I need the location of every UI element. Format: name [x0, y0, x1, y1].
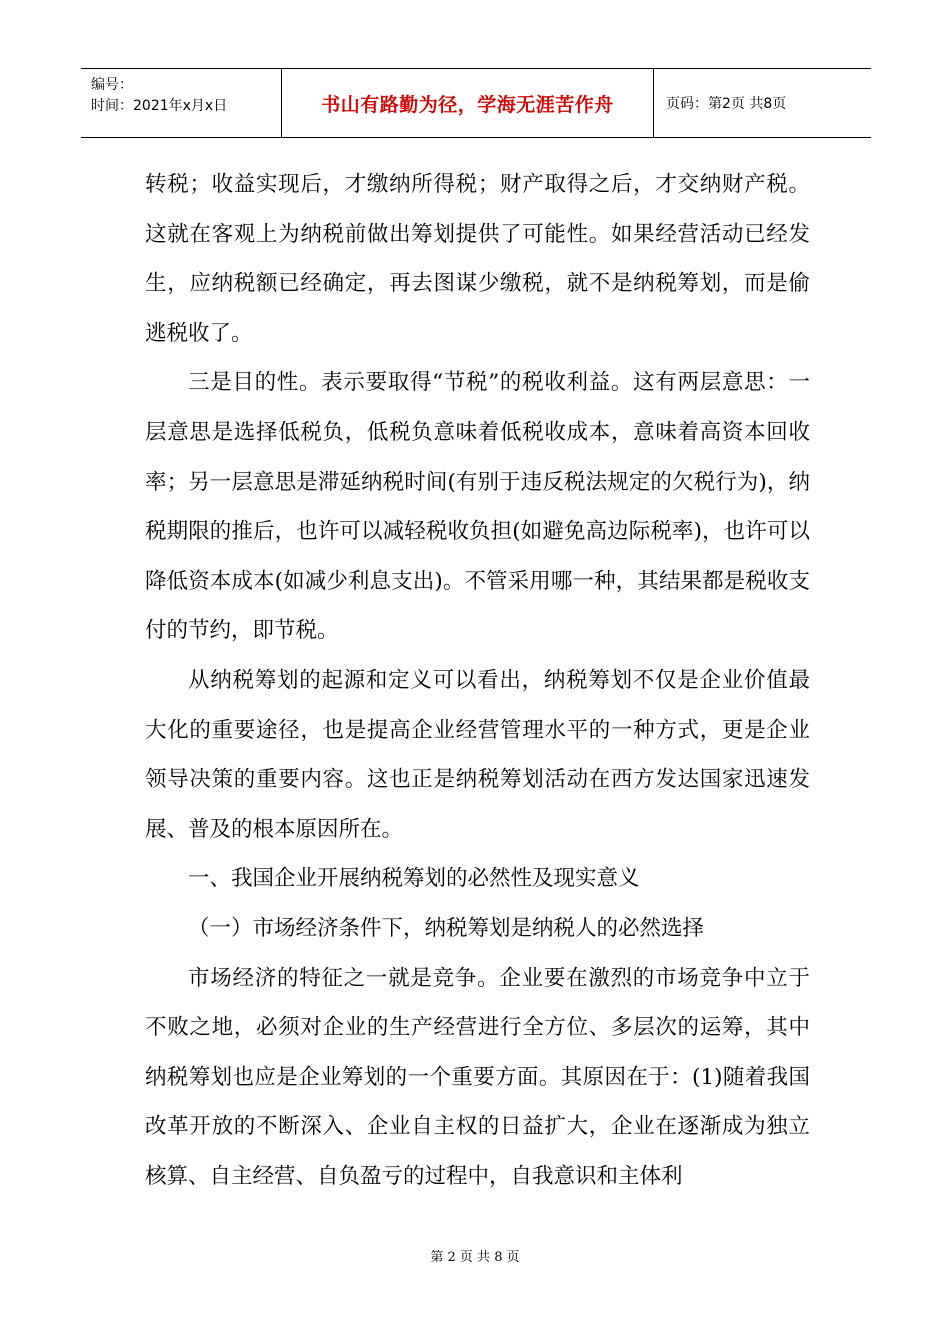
page-header	[81, 68, 871, 138]
document-time-label: 时间：2021年x月x日	[91, 98, 228, 114]
paragraph: 从纳税筹划的起源和定义可以看出，纳税筹划不仅是企业价值最大化的重要途径，也是提高企业经营管理水平的一种方式，更是企业领导决策的重要内容。这也正是纳税筹划活动在西方发达国家迅速发展、普及的根本原因所在。	[145, 667, 810, 842]
section-heading: 一、我国企业开展纳税筹划的必然性及现实意义	[188, 866, 640, 892]
document-body	[145, 160, 810, 1201]
header-meta	[81, 69, 282, 137]
paragraph: 三是目的性。表示要取得“节税”的税收利益。这有两层意思：一层意思是选择低税负，低税负意味着低税收成本，意味着高资本回收率；另一层意思是滞延纳税时间(有别于违反税法规定的欠税行为)，纳税期限的推后，也许可以减轻税收负担(如避免高边际税率)，也许可以降低资本成本(如减少利息支出)。不管采用哪一种，其结果都是税收支付的节约，即节税。	[145, 370, 810, 644]
document-number-label: 编号：	[91, 77, 133, 93]
page-footer: 第 2 页 共 8 页	[430, 1250, 520, 1265]
paragraph: 市场经济的特征之一就是竞争。企业要在激烈的市场竞争中立于不败之地，必须对企业的生产经营进行全方位、多层次的运筹，其中纳税筹划也应是企业筹划的一个重要方面。其原因在于：(1)随着我国改革开放的不断深入、企业自主权的日益扩大，企业在逐渐成为独立核算、自主经营、自负盈亏的过程中，自我意识和主体利	[145, 965, 810, 1189]
paragraph: 转税；收益实现后，才缴纳所得税；财产取得之后，才交纳财产税。这就在客观上为纳税前做出筹划提供了可能性。如果经营活动已经发生，应纳税额已经确定，再去图谋少缴税，就不是纳税筹划，而是偷逃税收了。	[145, 172, 810, 346]
subsection-heading: （一）市场经济条件下，纳税筹划是纳税人的必然选择	[188, 915, 705, 941]
header-page-info: 页码：第2页 共8页	[666, 96, 787, 112]
header-motto: 书山有路勤为径，学海无涯苦作舟	[282, 69, 654, 137]
